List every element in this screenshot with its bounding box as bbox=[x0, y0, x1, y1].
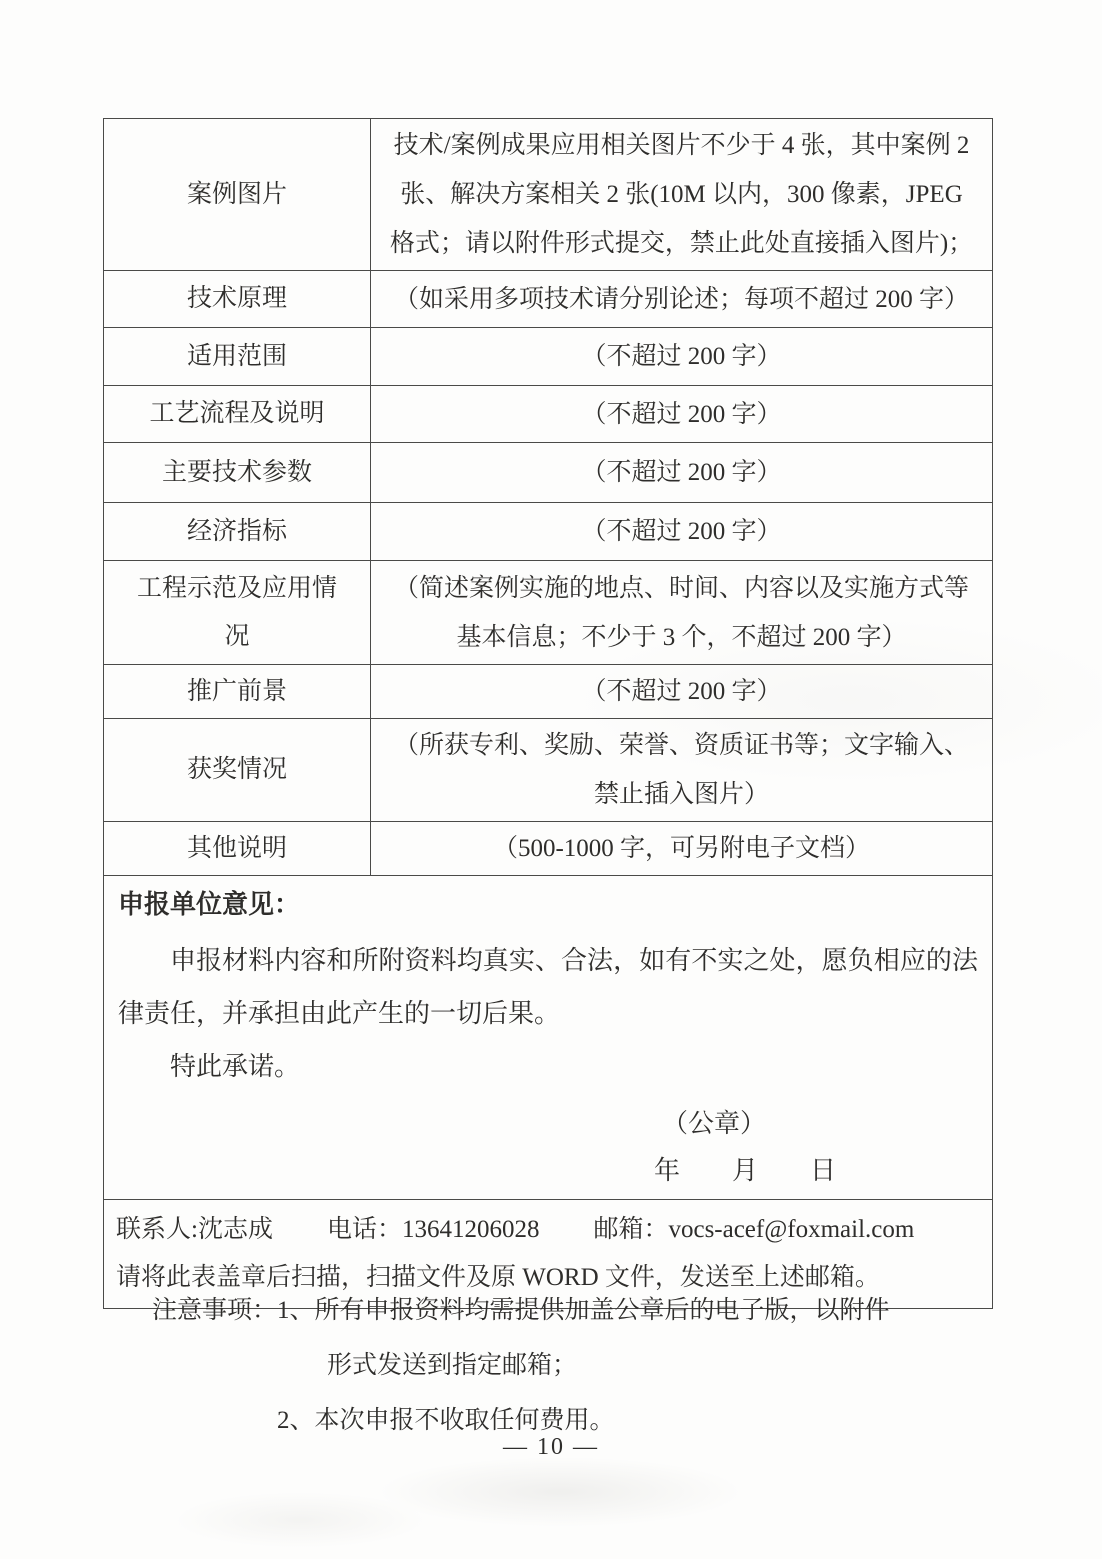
contact-person: 联系人:沈志成 bbox=[116, 1216, 273, 1243]
contact-line bbox=[116, 1206, 980, 1254]
row-label-other-notes: 其他说明 bbox=[104, 822, 371, 876]
contact-phone: 电话：13641206028 bbox=[326, 1216, 540, 1243]
note-item-1: 1、所有申报资料均需提供加盖公章后的电子版，以附件形式发送到指定邮箱； bbox=[277, 1297, 890, 1379]
row-content-demonstration: （简述案例实施的地点、时间、内容以及实施方式等基本信息；不少于 3 个，不超过 200 字） bbox=[371, 561, 993, 665]
row-content-process-flow: （不超过 200 字） bbox=[371, 386, 993, 443]
row-content-applicable-scope: （不超过 200 字） bbox=[371, 328, 993, 386]
notes-items bbox=[277, 1283, 909, 1448]
row-label-promotion-prospects: 推广前景 bbox=[104, 665, 371, 719]
row-content-technical-principle: （如采用多项技术请分别论述；每项不超过 200 字） bbox=[371, 271, 993, 328]
declaration-promise: 特此承诺。 bbox=[170, 1052, 301, 1081]
row-content-economic-indicators: （不超过 200 字） bbox=[371, 503, 993, 561]
declaration-title: 申报单位意见： bbox=[118, 890, 301, 919]
declaration-row bbox=[104, 876, 993, 1200]
seal-placeholder: （公章） bbox=[661, 1109, 766, 1138]
table-row bbox=[104, 503, 993, 561]
row-content-other-notes: （500-1000 字，可另附电子文档） bbox=[371, 822, 993, 876]
row-label-awards: 获奖情况 bbox=[104, 719, 371, 822]
row-label-process-flow: 工艺流程及说明 bbox=[104, 386, 371, 443]
application-form-table bbox=[103, 118, 993, 1309]
row-label-economic-indicators: 经济指标 bbox=[104, 503, 371, 561]
page-number: — 10 — bbox=[503, 1434, 599, 1460]
table-row bbox=[104, 665, 993, 719]
notes-label: 注意事项： bbox=[152, 1297, 278, 1324]
row-label-technical-principle: 技术原理 bbox=[104, 271, 371, 328]
row-content-awards: （所获专利、奖励、荣誉、资质证书等；文字输入、禁止插入图片） bbox=[371, 719, 993, 822]
table-row bbox=[104, 719, 993, 822]
row-label-case-images: 案例图片 bbox=[104, 119, 371, 271]
declaration-body: 申报材料内容和所附资料均真实、合法，如有不实之处，愿负相应的法律责任，并承担由此产生的一切后果。 bbox=[118, 946, 978, 1028]
declaration-section bbox=[104, 876, 993, 1200]
table-row bbox=[104, 328, 993, 386]
row-label-technical-parameters: 主要技术参数 bbox=[104, 443, 371, 503]
note-item-2: 2、本次申报不收取任何费用。 bbox=[277, 1407, 615, 1434]
table-row bbox=[104, 822, 993, 876]
contact-instruction: 请将此表盖章后扫描，扫描文件及原 WORD 文件，发送至上述邮箱。 bbox=[116, 1264, 880, 1291]
contact-email: 邮箱：vocs-acef@foxmail.com bbox=[593, 1216, 915, 1243]
table-row bbox=[104, 271, 993, 328]
date-placeholder: 年 月 日 bbox=[653, 1156, 836, 1185]
row-content-technical-parameters: （不超过 200 字） bbox=[371, 443, 993, 503]
table-row bbox=[104, 119, 993, 271]
row-content-case-images: 技术/案例成果应用相关图片不少于 4 张，其中案例 2 张、解决方案相关 2 张(10M 以内，300 像素，JPEG 格式；请以附件形式提交，禁止此处直接插入图片)； bbox=[371, 119, 993, 271]
table-row bbox=[104, 443, 993, 503]
row-label-demonstration: 工程示范及应用情况 bbox=[104, 561, 371, 665]
notes-section bbox=[152, 1283, 909, 1448]
table-row bbox=[104, 561, 993, 665]
row-label-applicable-scope: 适用范围 bbox=[104, 328, 371, 386]
row-content-promotion-prospects: （不超过 200 字） bbox=[371, 665, 993, 719]
table-row bbox=[104, 386, 993, 443]
